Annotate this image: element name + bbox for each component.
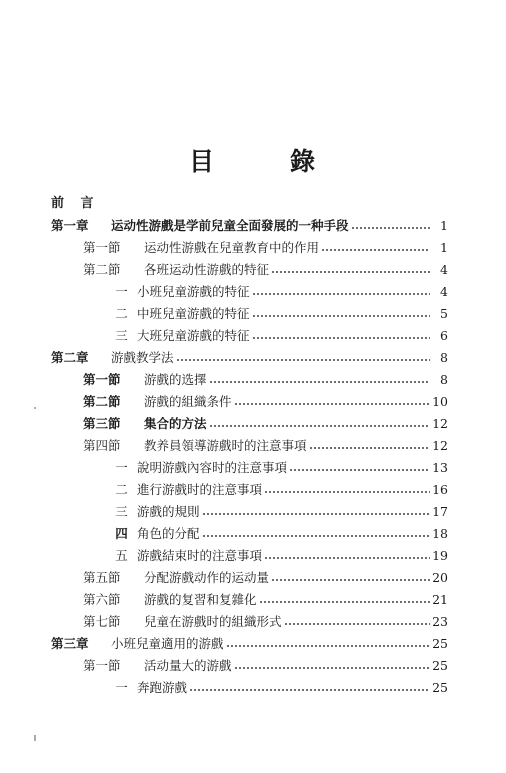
entry-title: 教养員領導游戲时的注意事項 [144, 438, 307, 453]
toc-entry-subsection [106, 520, 448, 542]
entry-page: 25 [432, 680, 448, 695]
leader-dots [234, 401, 430, 407]
toc-entry-subsection [106, 300, 448, 322]
entry-label: 第二節 [83, 262, 121, 277]
entry-label: 一 [115, 680, 128, 695]
toc-entry-section [83, 388, 448, 410]
entry-page: 25 [432, 658, 448, 673]
entry-page: 4 [440, 284, 448, 299]
entry-title: 运动性游戲在兒童教育中的作用 [144, 240, 320, 255]
entry-page: 13 [432, 460, 448, 475]
leader-dots [264, 489, 430, 495]
scan-speck [34, 735, 36, 741]
toc-entry-subsection [106, 542, 448, 564]
toc-entry-section [83, 432, 448, 454]
leader-dots [259, 599, 430, 605]
entry-title: 角色的分配 [137, 526, 200, 541]
entry-label: 第二節 [83, 394, 121, 409]
toc-entry-subsection [106, 278, 448, 300]
leader-dots [351, 225, 430, 231]
entry-label: 三 [115, 328, 128, 343]
entry-label: 第三節 [83, 416, 121, 431]
entry-title: 說明游戲內容时的注意事項 [137, 460, 288, 475]
entry-page: 19 [432, 548, 448, 563]
leader-dots [209, 379, 430, 385]
leader-dots [271, 269, 430, 275]
leader-dots [176, 357, 430, 363]
entry-label: 第七節 [83, 614, 121, 629]
toc-entry-chapter [51, 344, 448, 366]
entry-label: 五 [115, 548, 128, 563]
entry-page: 16 [432, 482, 448, 497]
toc-entry-section [83, 234, 448, 256]
leader-dots [271, 577, 430, 583]
entry-page: 8 [440, 350, 448, 365]
entry-page: 25 [432, 636, 448, 651]
entry-page: 6 [440, 328, 448, 343]
entry-title: 运动性游戲是学前兒童全面發展的一种手段 [111, 218, 349, 233]
leader-dots [321, 247, 430, 253]
entry-label: 第一節 [83, 658, 121, 673]
entry-page: 8 [440, 372, 448, 387]
entry-page: 5 [440, 306, 448, 321]
entry-label: 第三章 [51, 636, 89, 651]
entry-page: 18 [432, 526, 448, 541]
entry-title: 分配游戲动作的运动量 [144, 570, 270, 585]
entry-label: 一 [115, 460, 128, 475]
toc-entry-section [83, 410, 448, 432]
toc-entry-chapter [51, 630, 448, 652]
leader-dots [252, 291, 430, 297]
entry-label: 第一節 [83, 240, 121, 255]
entry-title: 進行游戲时的注意事項 [137, 482, 263, 497]
entry-page: 20 [432, 570, 448, 585]
entry-title: 集合的方法 [144, 416, 207, 431]
entry-title: 小班兒童適用的游戲 [111, 636, 224, 651]
entry-label: 二 [115, 306, 128, 321]
entry-title: 兒童在游戲时的組織形式 [144, 614, 282, 629]
toc-entry-section [83, 366, 448, 388]
leader-dots [202, 511, 430, 517]
toc-entry-subsection [106, 322, 448, 344]
entry-title: 中班兒童游戲的特征 [137, 306, 250, 321]
entry-page: 12 [432, 438, 448, 453]
entry-label: 第五節 [83, 570, 121, 585]
entry-title: 游戲教学法 [111, 350, 174, 365]
entry-title: 奔跑游戲 [137, 680, 188, 695]
entry-label: 第四節 [83, 438, 121, 453]
entry-page: 12 [432, 416, 448, 431]
leader-dots [252, 313, 430, 319]
leader-dots [252, 335, 430, 341]
entry-page: 4 [440, 262, 448, 277]
entry-label: 第一節 [83, 372, 121, 387]
leader-dots [189, 687, 430, 693]
scan-speck [34, 407, 36, 409]
preface-heading: 前 言 [51, 196, 100, 211]
leader-dots [202, 533, 430, 539]
entry-page: 1 [440, 240, 448, 255]
toc-entry-section [83, 564, 448, 586]
entry-title: 各班运动性游戲的特征 [144, 262, 270, 277]
entry-title: 游戲的复習和复雜化 [144, 592, 257, 607]
entry-title: 大班兒童游戲的特征 [137, 328, 250, 343]
toc-entry-section [83, 586, 448, 608]
entry-title: 活动量大的游戲 [144, 658, 232, 673]
entry-title: 游戲的組織条件 [144, 394, 232, 409]
toc-entry-subsection [106, 476, 448, 498]
toc-entry-section [83, 256, 448, 278]
leader-dots [264, 555, 430, 561]
toc-entry-subsection [106, 498, 448, 520]
leader-dots [234, 665, 430, 671]
toc-entry-section [83, 608, 448, 630]
toc-entry-section [83, 652, 448, 674]
leader-dots [226, 643, 430, 649]
toc-entry-subsection [106, 454, 448, 476]
entry-title: 小班兒童游戲的特征 [137, 284, 250, 299]
entry-page: 1 [440, 218, 448, 233]
entry-page: 10 [432, 394, 448, 409]
toc-entry-chapter [51, 212, 448, 234]
entry-title: 游戲的选擇 [144, 372, 207, 387]
toc-entry-subsection [106, 674, 448, 696]
title-char-1: 目 [188, 147, 216, 176]
leader-dots [284, 621, 430, 627]
entry-label: 四 [115, 526, 128, 541]
entry-page: 23 [432, 614, 448, 629]
entry-page: 17 [432, 504, 448, 519]
title-char-2: 錄 [290, 147, 318, 176]
page-title [0, 142, 506, 178]
entry-title: 游戲的規則 [137, 504, 200, 519]
entry-label: 一 [115, 284, 128, 299]
entry-page: 21 [432, 592, 448, 607]
entry-title: 游戲結束时的注意事項 [137, 548, 263, 563]
entry-label: 三 [115, 504, 128, 519]
entry-label: 第一章 [51, 218, 89, 233]
leader-dots [289, 467, 430, 473]
leader-dots [309, 445, 430, 451]
entry-label: 二 [115, 482, 128, 497]
leader-dots [209, 423, 430, 429]
entry-label: 第六節 [83, 592, 121, 607]
entry-label: 第二章 [51, 350, 89, 365]
